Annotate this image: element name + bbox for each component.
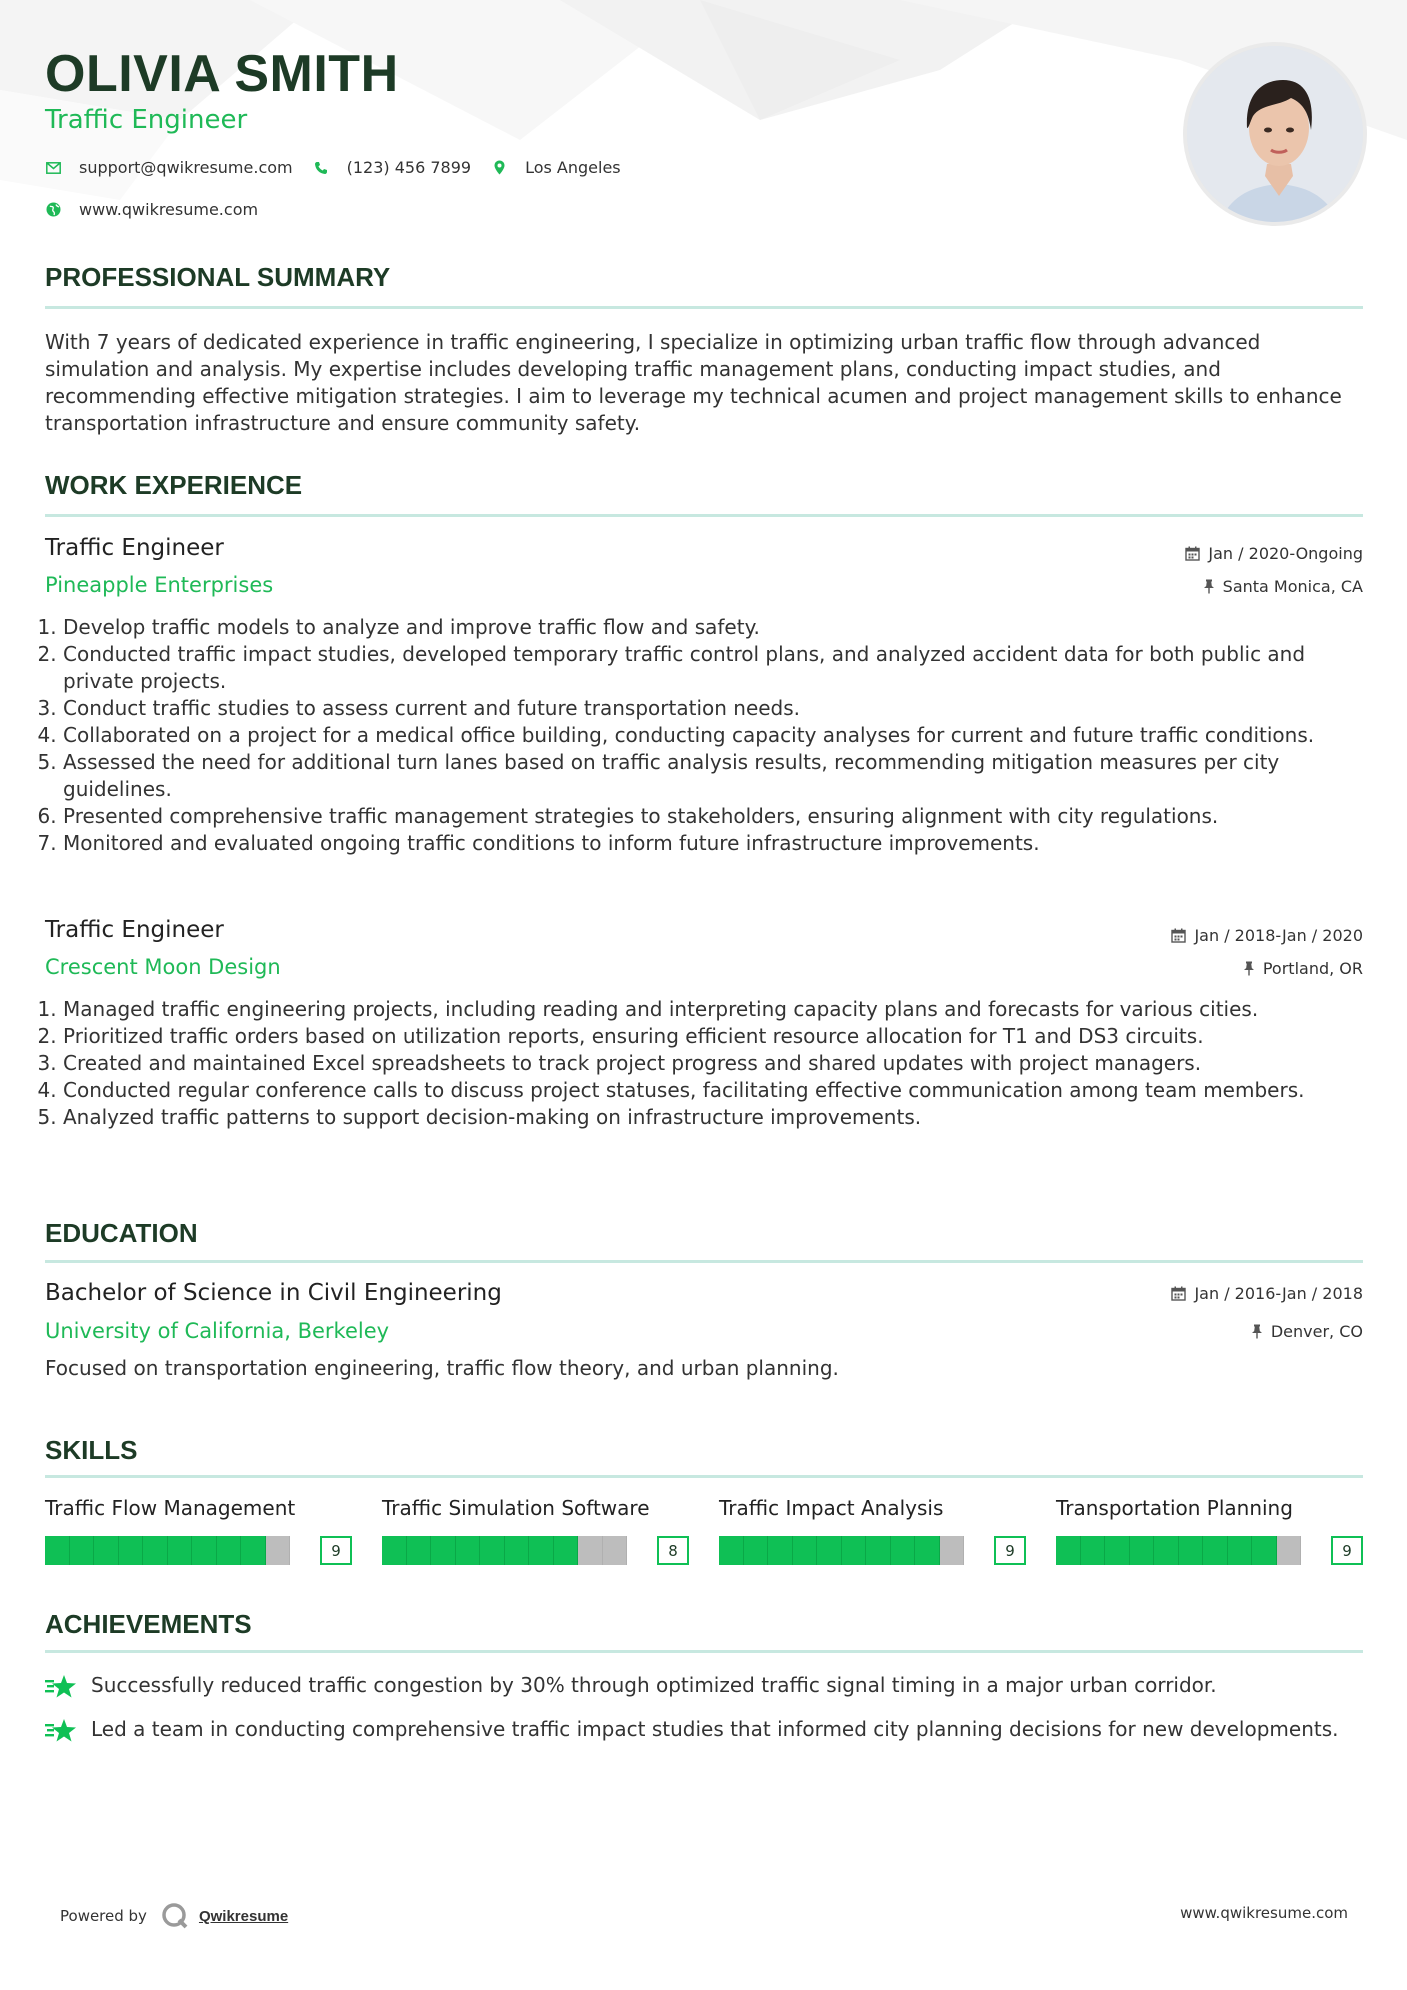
skill-level-value: 9 — [994, 1536, 1026, 1565]
skill-segment-filled — [168, 1536, 193, 1565]
degree: Bachelor of Science in Civil Engineering — [45, 1280, 502, 1306]
section-divider — [45, 306, 1363, 309]
education-location — [1251, 1322, 1363, 1341]
contact-row — [45, 158, 641, 177]
summary-heading: PROFESSIONAL SUMMARY — [45, 262, 391, 292]
school-name: University of California, Berkeley — [45, 1319, 390, 1343]
achievement-text: Led a team in conducting comprehensive traffic impact studies that informed city planning decisions for new developments. — [91, 1717, 1339, 1741]
job-dates — [1185, 544, 1363, 563]
qwikresume-link[interactable]: Qwikresume — [198, 1907, 289, 1925]
globe-icon — [45, 202, 61, 218]
calendar-icon — [1171, 928, 1186, 943]
list-item: 3. Conduct traffic studies to assess current and future transportation needs. — [63, 695, 1363, 722]
skill-segment-filled — [891, 1536, 916, 1565]
skill-segment-filled — [1056, 1536, 1081, 1565]
list-item: 1. Managed traffic engineering projects, including reading and interpreting capacity plans and forecasts for various cities. — [63, 996, 1363, 1023]
job-location-text: Santa Monica, CA — [1222, 577, 1363, 596]
job-responsibilities — [45, 614, 1363, 857]
footer-powered-by — [60, 1902, 288, 1930]
education-dates-text: Jan / 2016-Jan / 2018 — [1194, 1284, 1363, 1303]
achievements-heading: ACHIEVEMENTS — [45, 1609, 252, 1639]
website-row — [45, 200, 278, 219]
job-dates-text: Jan / 2020-Ongoing — [1208, 544, 1363, 563]
map-pin-icon — [491, 160, 507, 176]
list-item: 7. Monitored and evaluated ongoing traffic conditions to inform future infrastructure improvements. — [63, 830, 1363, 857]
pushpin-icon — [1251, 1324, 1263, 1339]
skill-segment-filled — [1203, 1536, 1228, 1565]
job-dates-text: Jan / 2018-Jan / 2020 — [1194, 926, 1363, 945]
skill-name: Transportation Planning — [1056, 1496, 1293, 1520]
skill-segment-filled — [768, 1536, 793, 1565]
skill-segment-filled — [505, 1536, 530, 1565]
list-item: 4. Conducted regular conference calls to discuss project statuses, facilitating effective communication among team members. — [63, 1077, 1363, 1104]
list-item: 5. Analyzed traffic patterns to support decision-making on infrastructure improvements. — [63, 1104, 1363, 1131]
skill-item — [719, 1496, 1026, 1560]
calendar-icon — [1171, 1286, 1186, 1301]
skill-segment-empty — [578, 1536, 603, 1565]
summary-text: With 7 years of dedicated experience in traffic engineering, I specialize in optimizing urban traffic flow through advanced simulation and analysis. My expertise includes developing traffic management plans, conducting impact studies, and recommending effective mitigation strategies. I aim to leverage my technical acumen and project management skills to enhance transportation infrastructure and ensure community safety. — [45, 330, 1342, 435]
qwikresume-logo-icon — [161, 1902, 189, 1930]
skill-level-bar — [382, 1536, 689, 1565]
list-item: 5. Assessed the need for additional turn lanes based on traffic analysis results, recommending mitigation measures per city guidelines. — [63, 749, 1363, 803]
skill-segment-filled — [793, 1536, 818, 1565]
section-divider — [45, 1475, 1363, 1478]
list-item: 2. Conducted traffic impact studies, developed temporary traffic control plans, and analyzed accident data for both public and private projects. — [63, 641, 1363, 695]
job-location — [1243, 959, 1363, 978]
skill-level-value: 9 — [320, 1536, 352, 1565]
skill-segment-filled — [529, 1536, 554, 1565]
achievement-item — [45, 1672, 1363, 1702]
skill-segment-filled — [431, 1536, 456, 1565]
skill-level-value: 8 — [657, 1536, 689, 1565]
job-location-text: Portland, OR — [1262, 959, 1363, 978]
skill-segment-filled — [382, 1536, 407, 1565]
skill-segment-filled — [1252, 1536, 1277, 1565]
skill-segment-filled — [217, 1536, 242, 1565]
skill-segment-filled — [70, 1536, 95, 1565]
star-icon — [45, 1672, 91, 1702]
section-divider — [45, 514, 1363, 517]
skill-name: Traffic Impact Analysis — [719, 1496, 944, 1520]
skill-segment-filled — [192, 1536, 217, 1565]
skill-item — [45, 1496, 352, 1560]
skill-name: Traffic Simulation Software — [382, 1496, 650, 1520]
skill-segment-filled — [45, 1536, 70, 1565]
work-experience-heading: WORK EXPERIENCE — [45, 470, 303, 500]
list-item: 1. Develop traffic models to analyze and improve traffic flow and safety. — [63, 614, 1363, 641]
skill-level-value: 9 — [1331, 1536, 1363, 1565]
skill-segment-filled — [119, 1536, 144, 1565]
website[interactable]: www.qwikresume.com — [79, 200, 259, 219]
skill-segment-filled — [744, 1536, 769, 1565]
phone-icon — [313, 160, 329, 176]
list-item: 4. Collaborated on a project for a medical office building, conducting capacity analyses for current and future traffic conditions. — [63, 722, 1363, 749]
company-name: Crescent Moon Design — [45, 955, 281, 979]
education-description: Focused on transportation engineering, traffic flow theory, and urban planning. — [45, 1356, 839, 1380]
job-title: Traffic Engineer — [45, 535, 224, 561]
envelope-icon — [45, 160, 61, 176]
achievement-text: Successfully reduced traffic congestion by 30% through optimized traffic signal timing in a major urban corridor. — [91, 1673, 1217, 1697]
skill-segment-filled — [1228, 1536, 1253, 1565]
skill-segment-filled — [915, 1536, 940, 1565]
skill-segment-filled — [817, 1536, 842, 1565]
education-dates — [1171, 1284, 1363, 1303]
company-name: Pineapple Enterprises — [45, 573, 274, 597]
skill-segment-filled — [554, 1536, 579, 1565]
skill-segment-filled — [241, 1536, 266, 1565]
skill-level-bar — [719, 1536, 1026, 1565]
location: Los Angeles — [525, 158, 621, 177]
skill-segment-filled — [866, 1536, 891, 1565]
list-item: 2. Prioritized traffic orders based on utilization reports, ensuring efficient resource allocation for T1 and DS3 circuits. — [63, 1023, 1363, 1050]
job-location — [1203, 577, 1363, 596]
skill-segment-filled — [1105, 1536, 1130, 1565]
section-divider — [45, 1260, 1363, 1263]
calendar-icon — [1185, 546, 1200, 561]
candidate-name: OLIVIA SMITH — [45, 45, 399, 103]
skill-segment-filled — [719, 1536, 744, 1565]
skill-segment-filled — [94, 1536, 119, 1565]
job-title: Traffic Engineer — [45, 917, 224, 943]
profile-photo — [1183, 42, 1367, 226]
job-responsibilities — [45, 996, 1363, 1131]
pushpin-icon — [1203, 579, 1215, 594]
skill-segment-filled — [1154, 1536, 1179, 1565]
skill-segment-filled — [1130, 1536, 1155, 1565]
achievement-item — [45, 1716, 1363, 1746]
email[interactable]: support@qwikresume.com — [79, 158, 293, 177]
skill-segment-filled — [143, 1536, 168, 1565]
skill-name: Traffic Flow Management — [45, 1496, 296, 1520]
skill-segment-empty — [266, 1536, 291, 1565]
job-dates — [1171, 926, 1363, 945]
education-location-text: Denver, CO — [1270, 1322, 1363, 1341]
skill-segment-empty — [940, 1536, 965, 1565]
education-heading: EDUCATION — [45, 1218, 198, 1248]
skill-item — [1056, 1496, 1363, 1560]
candidate-role: Traffic Engineer — [45, 105, 248, 135]
skill-segment-empty — [603, 1536, 628, 1565]
powered-by-label: Powered by — [60, 1907, 147, 1925]
list-item: 3. Created and maintained Excel spreadsheets to track project progress and shared updates with project managers. — [63, 1050, 1363, 1077]
skill-segment-filled — [456, 1536, 481, 1565]
pushpin-icon — [1243, 961, 1255, 976]
footer-website[interactable]: www.qwikresume.com — [1180, 1904, 1348, 1922]
skill-segment-empty — [1277, 1536, 1302, 1565]
phone[interactable]: (123) 456 7899 — [346, 158, 472, 177]
skill-segment-filled — [842, 1536, 867, 1565]
skill-segment-filled — [407, 1536, 432, 1565]
skill-segment-filled — [1081, 1536, 1106, 1565]
skill-level-bar — [45, 1536, 352, 1565]
star-icon — [45, 1716, 91, 1746]
skills-heading: SKILLS — [45, 1435, 138, 1465]
skill-segment-filled — [1179, 1536, 1204, 1565]
section-divider — [45, 1650, 1363, 1653]
skill-segment-filled — [480, 1536, 505, 1565]
skill-item — [382, 1496, 689, 1560]
skill-level-bar — [1056, 1536, 1363, 1565]
list-item: 6. Presented comprehensive traffic management strategies to stakeholders, ensuring alignment with city regulations. — [63, 803, 1363, 830]
